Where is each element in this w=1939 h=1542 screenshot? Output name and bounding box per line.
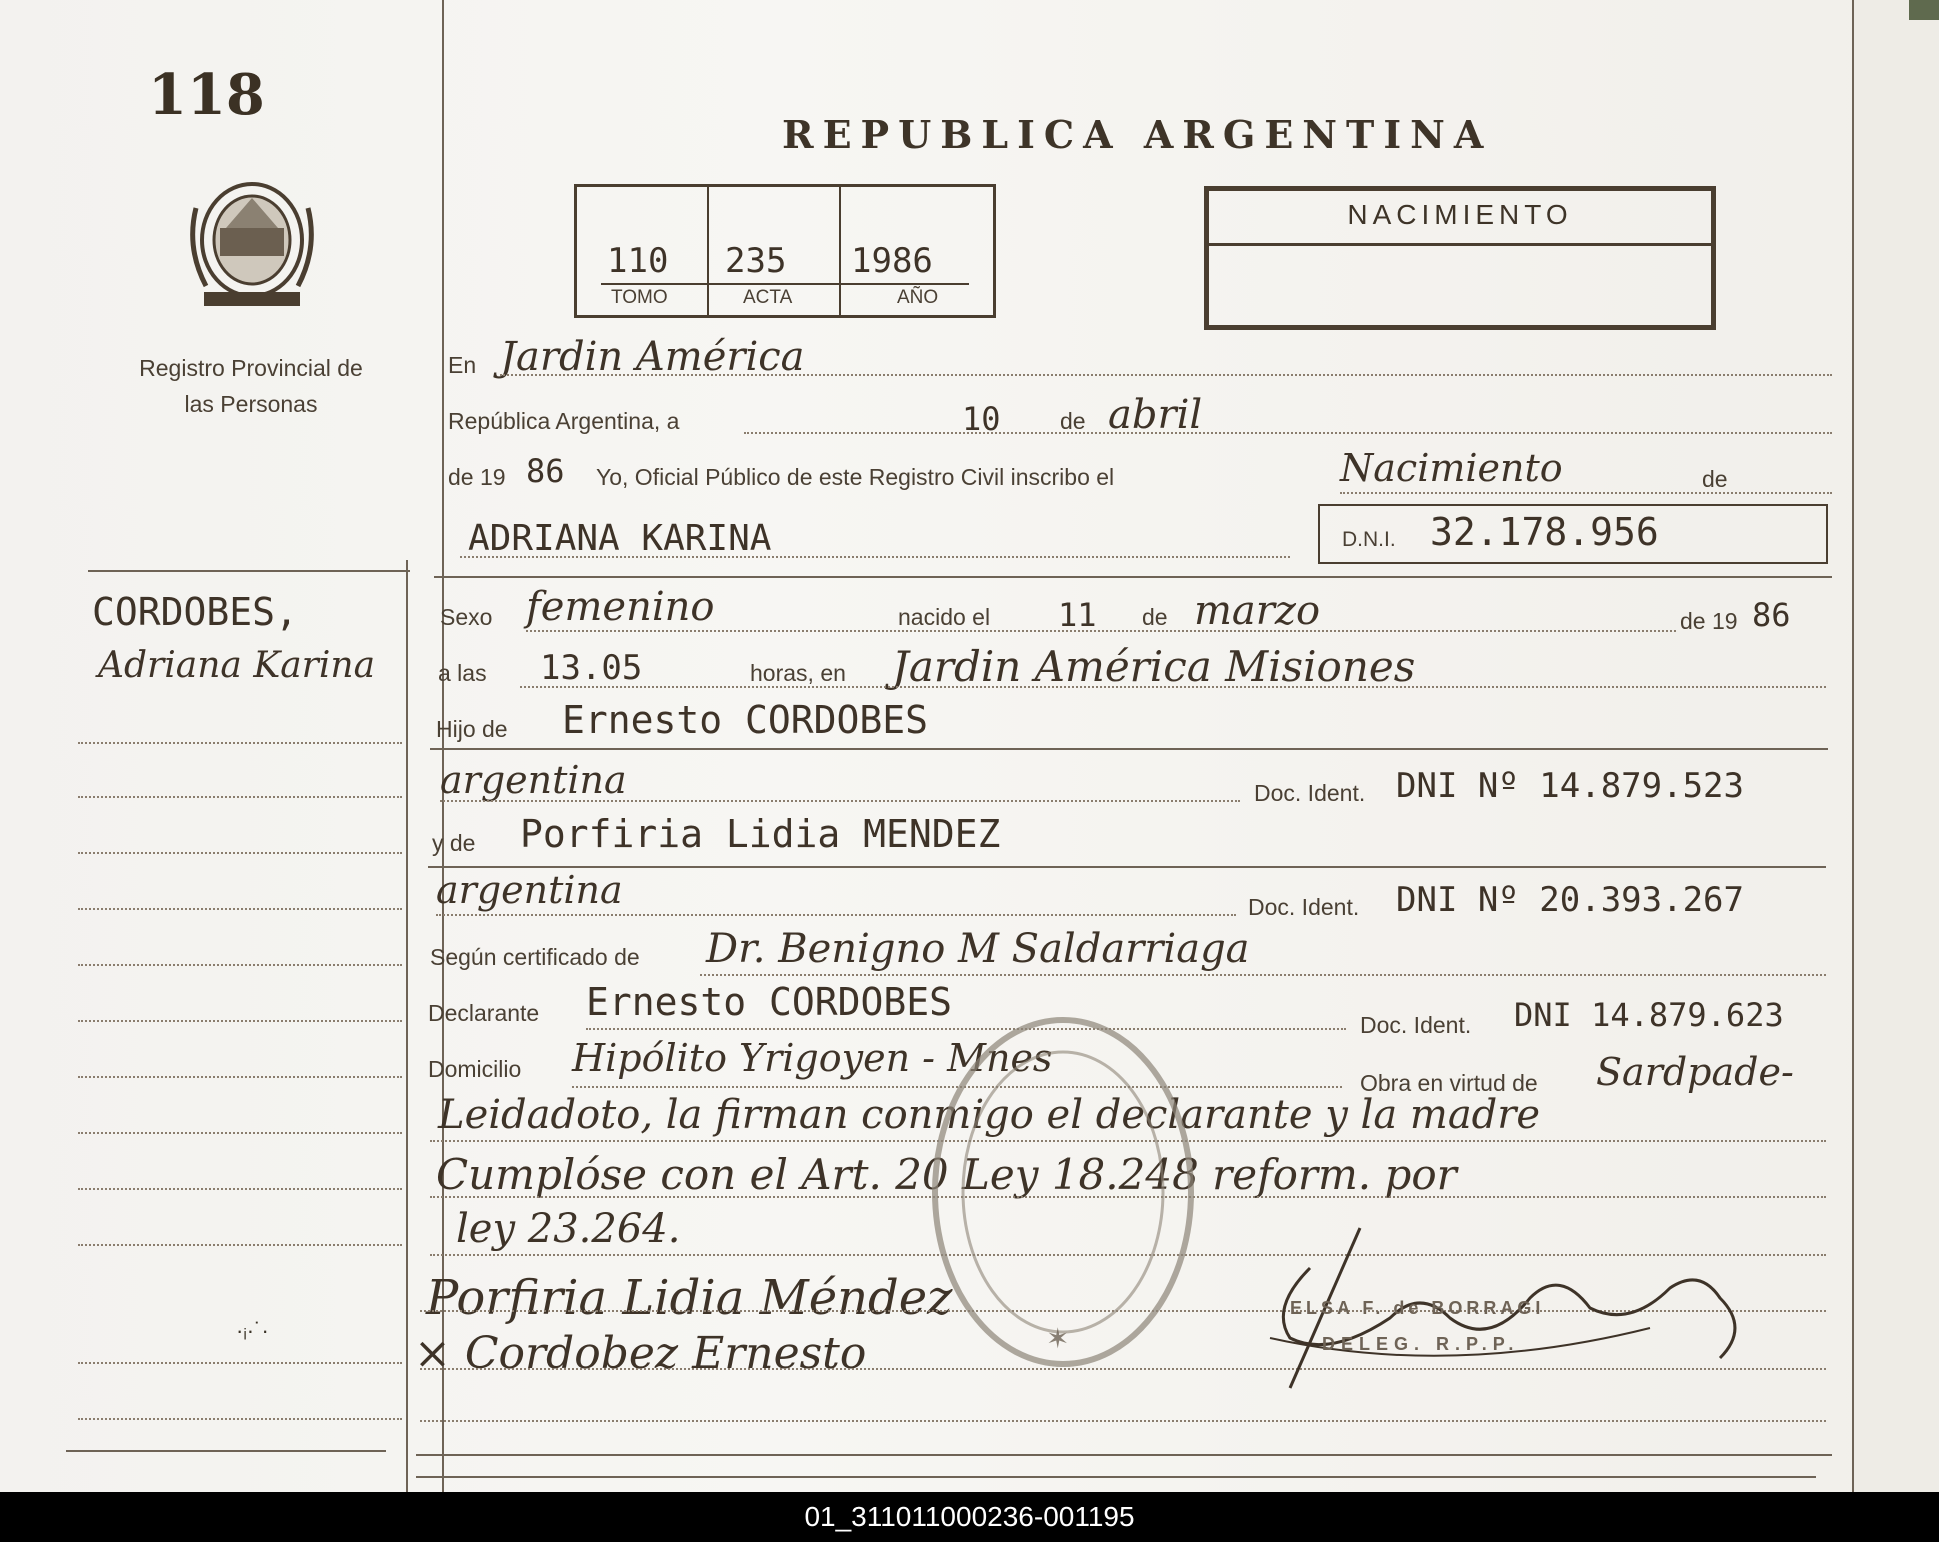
mother-doc-value: DNI Nº 20.393.267	[1396, 880, 1744, 920]
next-page-edge	[1852, 0, 1939, 1492]
acta-value: 235	[725, 241, 787, 281]
nacido-label: nacido el	[898, 604, 991, 630]
month-value: abril	[1108, 392, 1203, 438]
country-title: REPUBLICA ARGENTINA	[782, 112, 1493, 157]
father-signature: × Cordobez Ernesto	[414, 1328, 867, 1379]
birth-place-value: Jardin América Misiones	[892, 642, 1416, 691]
dni-box	[1318, 504, 1828, 564]
margin-surname: CORDOBES,	[92, 590, 298, 634]
anio-value: 1986	[851, 241, 933, 281]
de-label-c: de	[1142, 604, 1168, 630]
mother-signature: Porfiria Lidia Méndez	[426, 1270, 953, 1326]
declarante-label: Declarante	[428, 1000, 540, 1026]
father-doc-value: DNI Nº 14.879.523	[1396, 766, 1744, 806]
doc-ident-label-father: Doc. Ident.	[1254, 780, 1366, 806]
horas-label: horas, en	[750, 660, 846, 686]
notes-line-3: ley 23.264.	[456, 1206, 681, 1252]
person-name-value: ADRIANA KARINA	[468, 518, 772, 559]
year-prefix: de 19	[448, 464, 506, 490]
act-registered-value: Nacimiento	[1340, 446, 1563, 490]
registry-name: Registro Provincial de las Personas	[139, 355, 363, 417]
notes-line-1: Leidadoto, la firman conmigo el declarante y la madre	[438, 1092, 1541, 1138]
acta-label: ACTA	[743, 287, 793, 308]
birth-month-value: marzo	[1194, 588, 1321, 634]
de-label-a: de	[1060, 408, 1086, 434]
act-type-box	[1204, 186, 1716, 330]
tomo-label: TOMO	[611, 287, 668, 308]
certifier-value: Dr. Benigno M Saldarriaga	[706, 926, 1250, 972]
declarante-name-value: Ernesto CORDOBES	[586, 980, 953, 1024]
sexo-label: Sexo	[440, 604, 493, 630]
dni-value: 32.178.956	[1430, 510, 1659, 554]
margin-given-names: Adriana Karina	[98, 645, 376, 686]
doc-ident-label-mother: Doc. Ident.	[1248, 894, 1360, 920]
day-value: 10	[962, 400, 1001, 438]
domicilio-label: Domicilio	[428, 1056, 522, 1082]
father-nationality-value: argentina	[440, 758, 627, 802]
official-round-stamp-icon	[928, 1012, 1198, 1372]
en-label: En	[448, 352, 477, 378]
mother-name-value: Porfiria Lidia MENDEZ	[520, 812, 1001, 856]
sexo-value: femenino	[526, 584, 715, 630]
margin-mark: ·ᵢ·˙·	[236, 1318, 269, 1343]
place-value: Jardin América	[500, 334, 805, 380]
a-las-label: a las	[438, 660, 487, 686]
year-suffix: 86	[526, 452, 565, 490]
segun-label: Según certificado de	[430, 944, 640, 970]
officer-stamp-line-2: DELEG. R.P.P.	[1322, 1334, 1520, 1354]
doc-ident-label-declarante: Doc. Ident.	[1360, 1012, 1472, 1038]
page-number: 118	[148, 62, 265, 128]
notes-line-2: Cumplóse con el Art. 20 Ley 18.248 reform. por	[436, 1150, 1457, 1199]
yo-text: Yo, Oficial Público de este Registro Civil inscribo el	[596, 464, 1115, 490]
birth-year-label: de 19	[1680, 608, 1738, 634]
left-column-rule-lower	[406, 560, 408, 1492]
republica-label: República Argentina, a	[448, 408, 680, 434]
record-number-box	[574, 184, 996, 318]
obra-value: Sardpade-	[1596, 1050, 1794, 1094]
domicilio-value: Hipólito Yrigoyen - Mnes	[572, 1036, 1053, 1080]
obra-label: Obra en virtud de	[1360, 1070, 1538, 1096]
de-label-b: de	[1702, 466, 1728, 492]
margin-rule	[88, 570, 410, 572]
act-type-label: NACIMIENTO	[1347, 199, 1573, 230]
father-name-value: Ernesto CORDOBES	[562, 698, 929, 742]
mother-nationality-value: argentina	[436, 868, 623, 912]
tomo-value: 110	[607, 241, 669, 281]
image-id-caption: 01_311011000236-001195	[0, 1492, 1939, 1542]
svg-text:✶: ✶	[1046, 1322, 1070, 1355]
officer-stamp-line-1: ELSA F. de BORRAGI	[1290, 1298, 1545, 1318]
hijo-label: Hijo de	[436, 716, 508, 742]
birth-hour-value: 13.05	[540, 648, 643, 688]
left-column-rule	[442, 0, 444, 1492]
dni-label: D.N.I.	[1342, 528, 1396, 551]
y-de-label: y de	[432, 830, 476, 856]
declarante-doc-value: DNI 14.879.623	[1514, 996, 1784, 1034]
provincial-seal-icon	[186, 168, 318, 316]
anio-label: AÑO	[897, 287, 939, 308]
right-margin-rule	[1852, 0, 1854, 1492]
birth-year-suffix: 86	[1752, 596, 1791, 634]
birth-day-value: 11	[1058, 596, 1097, 634]
